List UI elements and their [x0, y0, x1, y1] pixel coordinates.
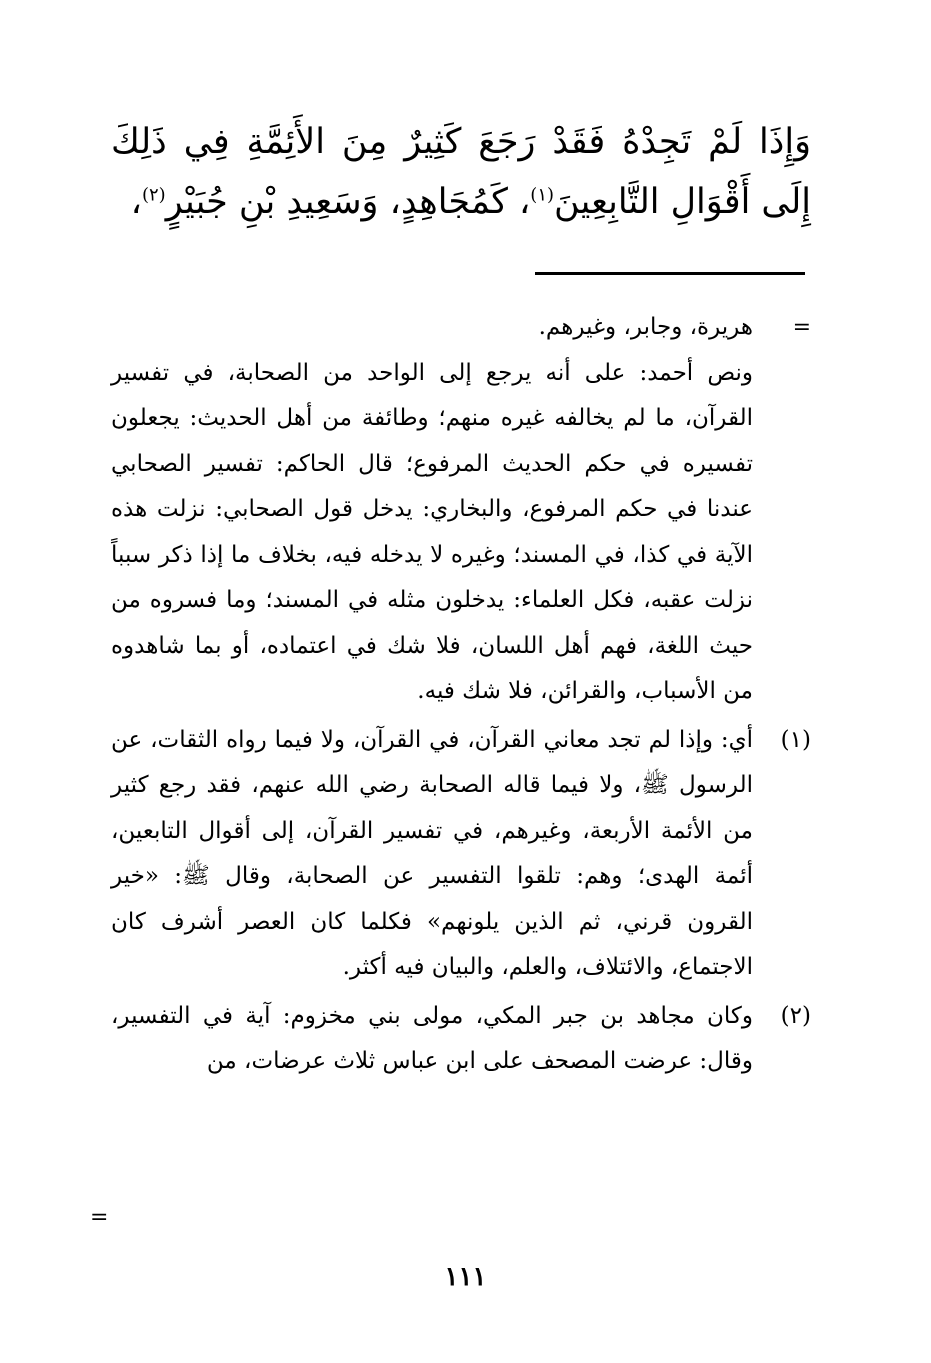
footnote-1 [111, 718, 811, 991]
main-line-1: وَإِذَا لَمْ تَجِدْهُ فَقَدْ رَجَعَ كَثِيرٌ مِنَ الأَئِمَّةِ فِي ذَلِكَ إِلَى أَقْوَالِ [111, 122, 811, 222]
footnote-continued-paragraph: ونص أحمد: على أنه يرجع إلى الواحد من الصحابة، في تفسير القرآن، ما لم يخالفه غيره منهم؛ وطائفة من أهل الحديث: يجعلون تفسيره في حكم الحديث المرفوع؛ قال الحاكم: تفسير الصحابي عندنا في حكم المرفوع، والبخاري: يدخل قول الصحابي: نزلت هذه الآية في كذا، في المسند؛ وغيره لا يدخله فيه، بخلاف ما إذا ذكر سبباً نزلت عقبه، فكل العلماء: يدخلون مثله في المسند؛ وما فسروه من حيث اللغة، فهم أهل اللسان، فلا شك في اعتماده، أو بما شاهدوه من الأسباب، والقرائن، فلا شك فيه. [111, 359, 753, 704]
continuation-mark: = [792, 315, 811, 340]
page-number: ١١١ [444, 1262, 487, 1292]
footnote-continued-line: هريرة، وجابر، وغيرهم. [538, 314, 753, 340]
footnote-ref-1: (١) [530, 184, 555, 206]
footnote-continued [111, 305, 811, 715]
main-text [111, 112, 811, 232]
footnote-divider [535, 272, 805, 275]
footnote-ref-2: (٢) [141, 184, 166, 206]
footnote-1-marker: (١) [780, 726, 811, 753]
main-line-2b: ، كَمُجَاهِدٍ، وَسَعِيدِ بْنِ جُبَيْرٍ [165, 182, 531, 222]
footnote-1-text: أي: وإذا لم تجد معاني القرآن، في القرآن، ولا فيما رواه الثقات، عن الرسول ﷺ، ولا فيما قاله الصحابة رضي الله عنهم، فقد رجع كثير من الأئمة الأربعة، وغيرهم، في تفسير القرآن، إلى أقوال التابعين، أئمة الهدى؛ وهم: تلقوا التفسير عن الصحابة، وقال ﷺ: «خير القرون قرني، ثم الذين يلونهم» فكلما كان العصر أشرف كان الاجتماع، والائتلاف، والعلم، والبيان فيه أكثر. [111, 726, 753, 980]
continues-next-page-mark: = [90, 1205, 109, 1230]
footnote-continued-body [111, 305, 753, 715]
main-line-2a: التَّابِعِينَ [554, 182, 660, 222]
footnote-2-marker: (٢) [780, 1002, 811, 1029]
footnote-2-text: وكان مجاهد بن جبر المكي، مولى بني مخزوم: آية في التفسير، وقال: عرضت المصحف على ابن عباس ثلاث عرضات، من [111, 1002, 753, 1074]
footnotes [111, 305, 811, 1085]
main-line-2c: ، [130, 182, 142, 222]
footnote-2 [111, 994, 811, 1085]
